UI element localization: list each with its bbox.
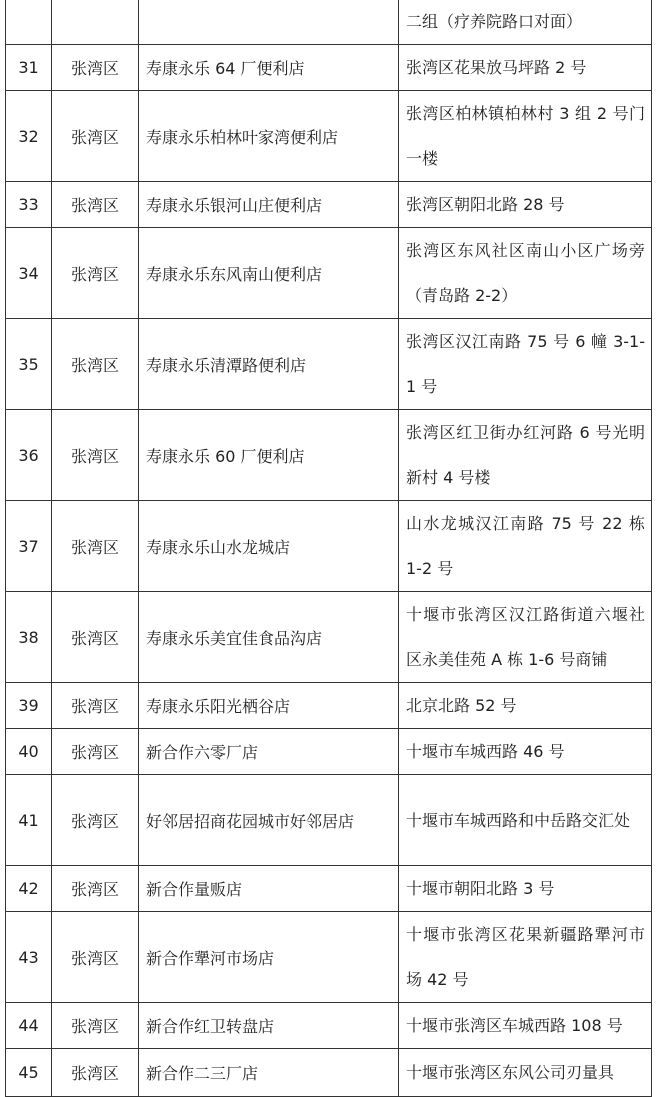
store-name-cell: 寿康永乐 64 厂便利店 bbox=[139, 45, 399, 91]
district-cell: 张湾区 bbox=[52, 45, 139, 91]
district-cell: 张湾区 bbox=[52, 501, 139, 592]
store-name-cell: 寿康永乐东风南山便利店 bbox=[139, 228, 399, 319]
address-cell: 北京北路 52 号 bbox=[399, 683, 652, 729]
store-name-cell: 寿康永乐柏林叶家湾便利店 bbox=[139, 91, 399, 182]
table-row bbox=[6, 912, 652, 1003]
table-row bbox=[6, 228, 652, 319]
district-cell: 张湾区 bbox=[52, 683, 139, 729]
row-number: 33 bbox=[6, 182, 52, 228]
address-cell: 张湾区红卫街办红河路 6 号光明新村 4 号楼 bbox=[399, 410, 652, 501]
district-cell: 张湾区 bbox=[52, 592, 139, 683]
store-name-cell: 寿康永乐阳光栖谷店 bbox=[139, 683, 399, 729]
store-name-cell: 寿康永乐 60 厂便利店 bbox=[139, 410, 399, 501]
address-cell: 十堰市车城西路和中岳路交汇处 bbox=[399, 775, 652, 866]
table-row bbox=[6, 1003, 652, 1049]
table-row bbox=[6, 91, 652, 182]
row-number: 37 bbox=[6, 501, 52, 592]
address-cell: 张湾区花果放马坪路 2 号 bbox=[399, 45, 652, 91]
address-cell: 张湾区汉江南路 75 号 6 幢 3-1-1 号 bbox=[399, 319, 652, 410]
table-row bbox=[6, 410, 652, 501]
address-cell: 张湾区柏林镇柏林村 3 组 2 号门一楼 bbox=[399, 91, 652, 182]
store-name-cell: 寿康永乐山水龙城店 bbox=[139, 501, 399, 592]
row-number: 38 bbox=[6, 592, 52, 683]
address-cell: 十堰市张湾区车城西路 108 号 bbox=[399, 1003, 652, 1049]
table-row bbox=[6, 501, 652, 592]
store-name-cell: 寿康永乐清潭路便利店 bbox=[139, 319, 399, 410]
table-row bbox=[6, 592, 652, 683]
district-cell: 张湾区 bbox=[52, 410, 139, 501]
row-number: 32 bbox=[6, 91, 52, 182]
table-row bbox=[6, 182, 652, 228]
table-row bbox=[6, 45, 652, 91]
table-row bbox=[6, 1049, 652, 1097]
row-number bbox=[6, 0, 52, 45]
district-cell: 张湾区 bbox=[52, 912, 139, 1003]
district-cell: 张湾区 bbox=[52, 1003, 139, 1049]
district-cell: 张湾区 bbox=[52, 729, 139, 775]
store-name-cell: 寿康永乐美宜佳食品沟店 bbox=[139, 592, 399, 683]
table-row bbox=[6, 319, 652, 410]
row-number: 41 bbox=[6, 775, 52, 866]
district-cell: 张湾区 bbox=[52, 91, 139, 182]
row-number: 40 bbox=[6, 729, 52, 775]
row-number: 44 bbox=[6, 1003, 52, 1049]
store-list-table bbox=[5, 0, 652, 1097]
table-row bbox=[6, 729, 652, 775]
address-cell: 十堰市朝阳北路 3 号 bbox=[399, 866, 652, 912]
table-row bbox=[6, 0, 652, 45]
row-number: 31 bbox=[6, 45, 52, 91]
district-cell: 张湾区 bbox=[52, 182, 139, 228]
store-name-cell: 新合作红卫转盘店 bbox=[139, 1003, 399, 1049]
table-row bbox=[6, 866, 652, 912]
store-name-cell: 寿康永乐银河山庄便利店 bbox=[139, 182, 399, 228]
district-cell bbox=[52, 0, 139, 45]
address-cell: 十堰市张湾区花果新疆路犟河市场 42 号 bbox=[399, 912, 652, 1003]
address-cell: 十堰市张湾区汉江路街道六堰社区永美佳苑 A 栋 1-6 号商铺 bbox=[399, 592, 652, 683]
row-number: 42 bbox=[6, 866, 52, 912]
address-cell: 二组（疗养院路口对面） bbox=[399, 0, 652, 45]
district-cell: 张湾区 bbox=[52, 228, 139, 319]
row-number: 43 bbox=[6, 912, 52, 1003]
district-cell: 张湾区 bbox=[52, 319, 139, 410]
address-cell: 山水龙城汉江南路 75 号 22 栋 1-2 号 bbox=[399, 501, 652, 592]
address-cell: 张湾区东风社区南山小区广场旁（青岛路 2-2） bbox=[399, 228, 652, 319]
row-number: 35 bbox=[6, 319, 52, 410]
address-cell: 张湾区朝阳北路 28 号 bbox=[399, 182, 652, 228]
district-cell: 张湾区 bbox=[52, 775, 139, 866]
table-row bbox=[6, 683, 652, 729]
store-name-cell: 好邻居招商花园城市好邻居店 bbox=[139, 775, 399, 866]
district-cell: 张湾区 bbox=[52, 1049, 139, 1097]
store-name-cell: 新合作犟河市场店 bbox=[139, 912, 399, 1003]
store-name-cell: 新合作量贩店 bbox=[139, 866, 399, 912]
table-row bbox=[6, 775, 652, 866]
address-cell: 十堰市车城西路 46 号 bbox=[399, 729, 652, 775]
address-cell: 十堰市张湾区东风公司刃量具 bbox=[399, 1049, 652, 1097]
row-number: 45 bbox=[6, 1049, 52, 1097]
store-name-cell: 新合作六零厂店 bbox=[139, 729, 399, 775]
row-number: 34 bbox=[6, 228, 52, 319]
store-name-cell: 新合作二三厂店 bbox=[139, 1049, 399, 1097]
store-name-cell bbox=[139, 0, 399, 45]
row-number: 36 bbox=[6, 410, 52, 501]
district-cell: 张湾区 bbox=[52, 866, 139, 912]
row-number: 39 bbox=[6, 683, 52, 729]
